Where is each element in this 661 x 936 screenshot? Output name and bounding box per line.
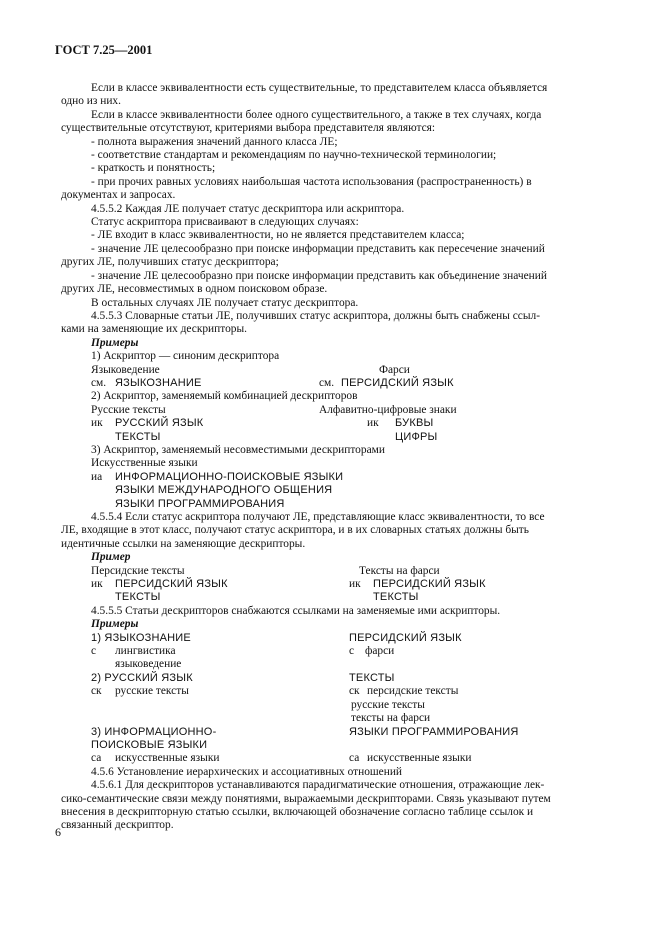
paragraph-cont: существительные отсутствуют, критериями выбора представителя являются: <box>61 122 436 135</box>
example-row: русские тексты <box>351 698 425 711</box>
example-row: ЯЗЫКИ ПРОГРАММИРОВАНИЯ <box>115 497 285 510</box>
examples-label: Примеры <box>91 336 139 349</box>
paragraph-cont: одно из них. <box>61 95 121 108</box>
example-row: ТЕКСТЫ ЦИФРЫ <box>115 430 438 443</box>
example-title: 3) Аскриптор, заменяемый несовместимыми дескрипторами <box>91 443 385 456</box>
example-row: Русские тексты Алфавитно-цифровые знаки <box>91 403 457 416</box>
page-number: 6 <box>55 825 61 839</box>
example-row: 3) ИНФОРМАЦИОННО- ЯЗЫКИ ПРОГРАММИРОВАНИЯ <box>91 725 519 738</box>
examples-label: Примеры <box>91 618 139 631</box>
page-content <box>61 82 604 833</box>
example-row: ик РУССКИЙ ЯЗЫК ик БУКВЫ <box>91 417 434 430</box>
paragraph-cont: связанный дескриптор. <box>61 819 174 832</box>
list-item: - ЛЕ входит в класс эквивалентности, но не является представителем класса; <box>91 229 465 242</box>
example-title: 2) Аскриптор, заменяемый комбинацией дескрипторов <box>91 390 358 403</box>
list-item: - соответствие стандартам и рекомендациям по научно-технической терминологии; <box>91 149 497 162</box>
clause-4-5-6: 4.5.6 Установление иерархических и ассоциативных отношений <box>91 765 403 778</box>
example-row: языковедение <box>115 658 182 671</box>
paragraph-cont: внесения в дескрипторную статью ссылки, включающей обозначение согласно таблице ссылок и <box>61 805 534 818</box>
list-item-cont: других ЛЕ, несовместимых в одном поисковом образе. <box>61 283 328 296</box>
example-row: с лингвистика с фарси <box>91 645 395 658</box>
example-row: Персидские тексты Тексты на фарси <box>91 564 440 577</box>
paragraph-cont: сико-семантические связи между понятиями, выражаемыми дескрипторами. Связь указывают путем <box>61 792 551 805</box>
example-row: 2) РУССКИЙ ЯЗЫК ТЕКСТЫ <box>91 671 395 684</box>
paragraph: Если в классе эквивалентности есть существительные, то представителем класса объявляется <box>91 82 548 94</box>
example-title: 1) Аскриптор — синоним дескриптора <box>91 350 280 363</box>
paragraph: В остальных случаях ЛЕ получает статус дескриптора. <box>91 296 359 309</box>
list-item: - полнота выражения значений данного класса ЛЕ; <box>91 135 338 148</box>
paragraph-cont: ками на заменяющие их дескрипторы. <box>61 323 247 336</box>
example-row: са искусственные языки са искусственные языки <box>91 752 472 765</box>
example-term: Искусственные языки <box>91 457 198 470</box>
clause-4-5-5-3: 4.5.5.3 Словарные статьи ЛЕ, получивших статус аскриптора, должны быть снабжены ссыл- <box>91 309 540 322</box>
list-item-cont: документах и запросах. <box>61 189 176 202</box>
list-item-cont: других ЛЕ, получивших статус дескриптора; <box>61 256 279 269</box>
example-row: Языковедение Фарси <box>91 363 410 376</box>
paragraph-cont: ЛЕ, входящие в этот класс, получают статус аскриптора, и в их словарных статьях должны быть <box>61 524 529 537</box>
example-row: ик ПЕРСИДСКИЙ ЯЗЫК ик ПЕРСИДСКИЙ ЯЗЫК <box>91 578 486 591</box>
list-item: - краткость и понятность; <box>91 162 216 175</box>
example-row: см. ЯЗЫКОЗНАНИЕ см. ПЕРСИДСКИЙ ЯЗЫК <box>91 376 454 389</box>
paragraph: Если в классе эквивалентности более одного существительного, а также в тех случаях, когда <box>91 108 542 121</box>
example-row: тексты на фарси <box>351 712 431 725</box>
clause-4-5-5-5: 4.5.5.5 Статьи дескрипторов снабжаются ссылками на заменяемые ими аскрипторы. <box>91 604 501 617</box>
clause-4-5-6-1: 4.5.6.1 Для дескрипторов устанавливаются парадигматические отношения, отражающие лек- <box>91 779 545 792</box>
paragraph: Статус аскриптора присваивают в следующих случаях: <box>91 216 359 229</box>
clause-4-5-5-4: 4.5.5.4 Если статус аскриптора получают ЛЕ, представляющие класс эквивалентности, то все <box>91 511 545 523</box>
example-row: ПОИСКОВЫЕ ЯЗЫКИ <box>91 738 208 751</box>
clause-4-5-5-2: 4.5.5.2 Каждая ЛЕ получает статус дескриптора или аскриптора. <box>91 202 405 215</box>
list-item: - значение ЛЕ целесообразно при поиске информации представить как пересечение значений <box>91 242 545 255</box>
list-item: - при прочих равных условиях наибольшая частота использования (распространенность) в <box>91 175 532 188</box>
example-label: Пример <box>91 551 131 564</box>
paragraph-cont: идентичные ссылки на заменяющие дескрипторы. <box>61 537 306 550</box>
example-row: ТЕКСТЫ ТЕКСТЫ <box>115 591 419 604</box>
example-row: ЯЗЫКИ МЕЖДУНАРОДНОГО ОБЩЕНИЯ <box>115 484 333 497</box>
example-row: ск русские тексты ск персидские тексты <box>91 685 459 698</box>
document-header: ГОСТ 7.25—2001 <box>55 43 153 57</box>
example-row: 1) ЯЗЫКОЗНАНИЕ ПЕРСИДСКИЙ ЯЗЫК <box>91 631 462 644</box>
example-row: иа ИНФОРМАЦИОННО-ПОИСКОВЫЕ ЯЗЫКИ <box>91 470 344 483</box>
list-item: - значение ЛЕ целесообразно при поиске информации представить как объединение значений <box>91 269 547 282</box>
